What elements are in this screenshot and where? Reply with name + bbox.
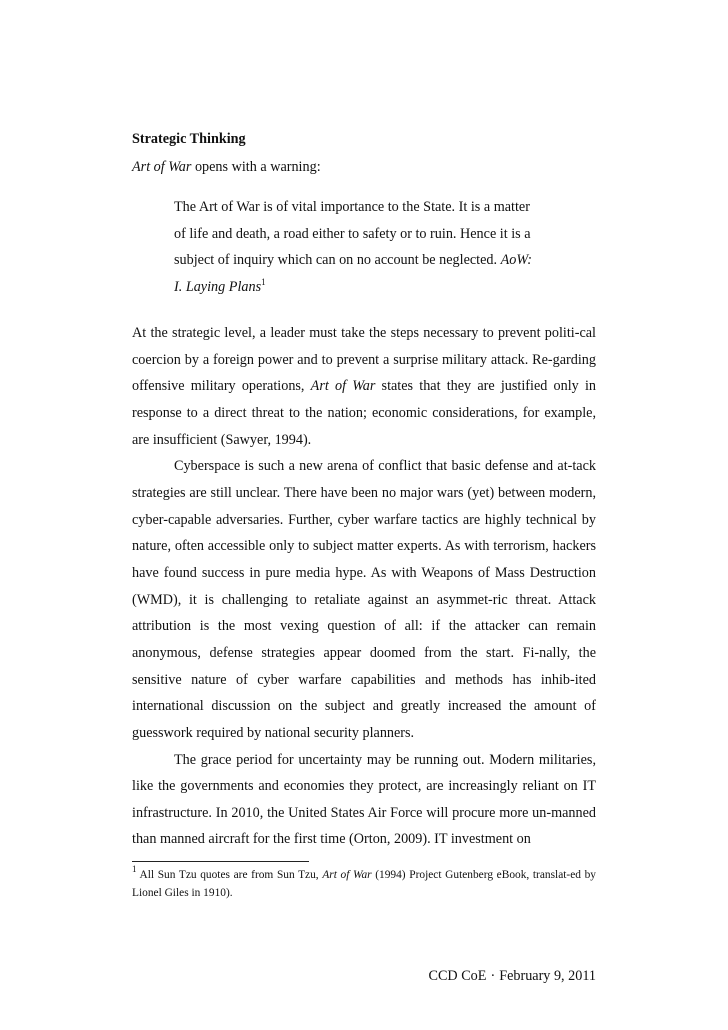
footnote-number: 1 (132, 864, 137, 874)
quote-citation-2: I. Laying Plans (174, 278, 262, 295)
footer-org: CCD CoE (428, 968, 487, 984)
footnote-title: Art of War (322, 869, 372, 881)
quote-line-1: The Art of War is of vital importance to the State. It is a matter (174, 199, 530, 215)
quote-line-3-text: subject of inquiry which can on no account be neglected. (174, 252, 501, 268)
page-content (132, 128, 596, 853)
paragraph-1-text-b: states that they are justified only in response to a direct threat to the nation; economic considerations, for example, are insufficient (Sawyer, 1994). (132, 378, 596, 448)
block-quote (174, 194, 568, 300)
paragraph-1-title: Art of War (310, 378, 376, 395)
quote-line-4 (174, 274, 568, 301)
footer-date: February 9, 2011 (499, 968, 596, 984)
footnote-reference: 1 (261, 276, 266, 287)
paragraph-3: The grace period for uncertainty may be running out. Modern militaries, like the governments and economies they protect, are increasingly reliant on IT infrastructure. In 2010, the United States Air Force will procure more un-manned than manned aircraft for the first time (Orton, 2009). IT investment on (132, 751, 596, 848)
footer-separator: · (490, 968, 496, 984)
body-text (132, 320, 596, 853)
paragraph-1 (132, 320, 596, 453)
footnote-divider (132, 861, 309, 862)
footnote-text-b: (1994) Project Gutenberg eBook, translat-ed by Lionel Giles in 1910). (132, 869, 597, 899)
intro-title: Art of War (132, 159, 192, 175)
page-footer (420, 968, 596, 985)
quote-citation-1: AoW: (500, 252, 532, 268)
footnote-text-a: All Sun Tzu quotes are from Sun Tzu, (136, 869, 323, 881)
footnote (132, 866, 596, 902)
quote-line-2: of life and death, a road either to safety or to ruin. Hence it is a (174, 225, 531, 242)
intro-text: opens with a warning: (191, 159, 321, 175)
intro-line (132, 156, 596, 178)
paragraph-2: Cyberspace is such a new arena of conflict that basic defense and at-tack strategies are still unclear. There have been no major wars (yet) between modern, cyber-capable adversaries. Further, cyber warfare tactics are highly technical by nature, often accessible only to subject matter experts. As with terrorism, hackers have found success in pure media hype. As with Weapons of Mass Destruction (WMD), it is challenging to retaliate against an asymmet-ric threat. Attack attribution is the most vexing question of all: if the attacker can remain anonymous, defense strategies appear doomed from the start. Fi-nally, the sensitive nature of cyber warfare capabilities and methods has inhib-ited international discussion on the subject and greatly increased the amount of guesswork required by national security planners. (132, 458, 596, 741)
section-heading: Strategic Thinking (132, 131, 246, 147)
paragraph-1-text-a: At the strategic level, a leader must take the steps necessary to prevent politi-cal coercion by a foreign power and to prevent a surprise military attack. Re-garding offensive military operations, (132, 325, 596, 395)
quote-line-3 (174, 247, 568, 274)
